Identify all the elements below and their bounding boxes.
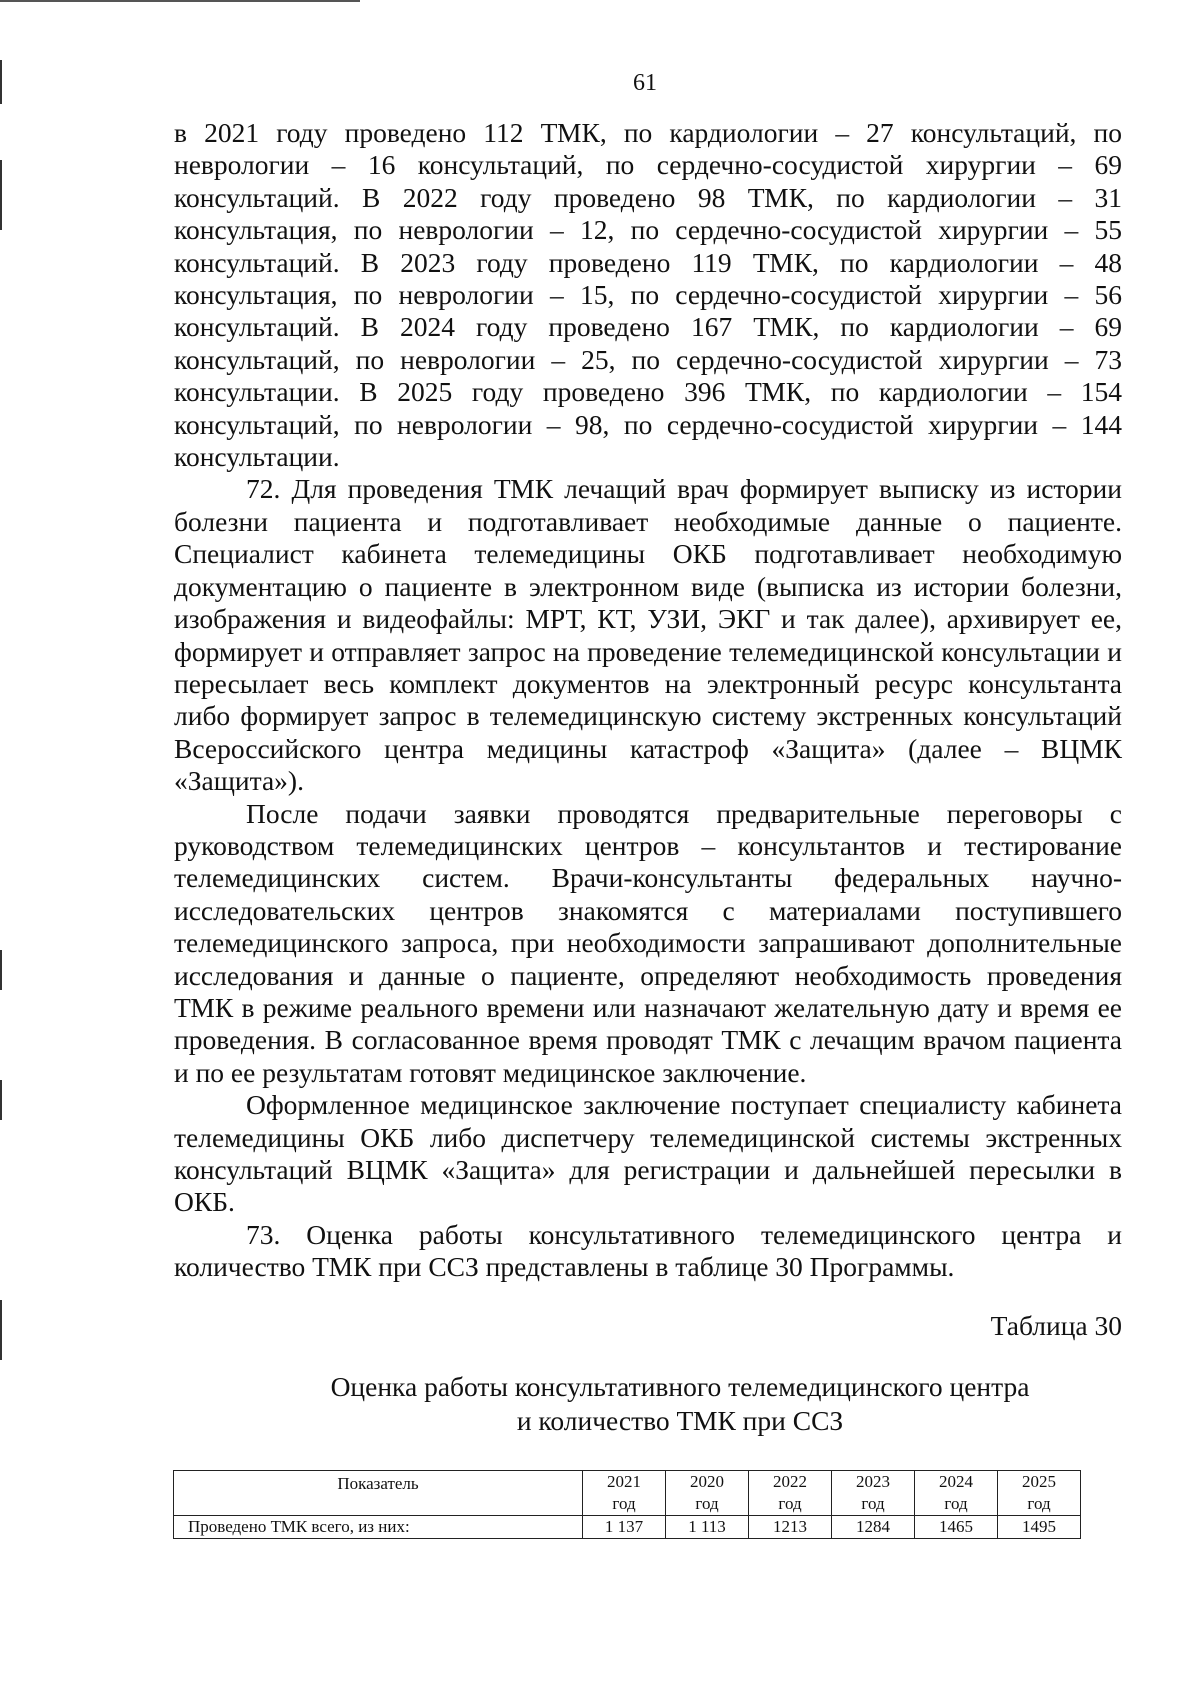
cell-value: 1495: [998, 1516, 1081, 1539]
scan-artifact: [0, 1080, 2, 1120]
header-year: 2022 год: [749, 1471, 832, 1516]
scan-artifact: [0, 160, 2, 230]
header-year: 2023 год: [832, 1471, 915, 1516]
header-year: 2020 год: [666, 1471, 749, 1516]
cell-value: 1 137: [583, 1516, 666, 1539]
table-row: [174, 1516, 1081, 1539]
cell-value: 1 113: [666, 1516, 749, 1539]
header-indicator: Показатель: [174, 1471, 583, 1516]
paragraph-73: 73. Оценка работы консультативного телемедицинского центра и количество ТМК при ССЗ представлены в таблице 30 Программы.: [174, 1218, 1122, 1283]
paragraph-conclusion: Оформленное медицинское заключение поступает специалисту кабинета телемедицины ОКБ либо диспетчеру телемедицинской системы экстренных консультаций ВЦМК «Защита» для регистрации и дальнейшей пересылки в ОКБ.: [174, 1089, 1122, 1218]
row-label: Проведено ТМК всего, из них:: [174, 1516, 583, 1539]
paragraph-72: 72. Для проведения ТМК лечащий врач формирует выписку из истории болезни пациента и подготавливает необходимые данные о пациенте. Специалист кабинета телемедицины ОКБ подготавливает необходимую документацию о пациенте в электронном виде (выписка из истории болезни, изображения и видеофайлы: МРТ, КТ, УЗИ, ЭКГ и так далее), архивирует ее, формирует и отправляет запрос на проведение телемедицинской консультации и пересылает весь комплект документов на электронный ресурс консультанта либо формирует запрос в телемедицинскую систему экстренных консультаций Всероссийского центра медицины катастроф «Защита» (далее – ВЦМК «Защита»).: [174, 473, 1122, 797]
table-caption: Таблица 30: [990, 1310, 1122, 1341]
scan-artifact: [0, 60, 2, 104]
paragraph-stats: в 2021 году проведено 112 ТМК, по кардиологии – 27 консультаций, по неврологии – 16 консультаций, по сердечно-сосудистой хирургии – 69 консультаций. В 2022 году проведено 98 ТМК, по кардиологии – 31 консультация, по неврологии – 12, по сердечно-сосудистой хирургии – 55 консультаций. В 2023 году проведено 119 ТМК, по кардиологии – 48 консультация, по неврологии – 15, по сердечно-сосудистой хирургии – 56 консультаций. В 2024 году проведено 167 ТМК, по кардиологии – 69 консультаций, по неврологии – 25, по сердечно-сосудистой хирургии – 73 консультации. В 2025 году проведено 396 ТМК, по кардиологии – 154 консультаций, по неврологии – 98, по сердечно-сосудистой хирургии – 144 консультации.: [174, 117, 1122, 473]
page-number: 61: [633, 70, 657, 96]
body-text: [174, 117, 1122, 1284]
header-year: 2021 год: [583, 1471, 666, 1516]
top-rule: [0, 0, 360, 2]
scan-artifact: [0, 950, 2, 990]
cell-value: 1213: [749, 1516, 832, 1539]
paragraph-after-request: После подачи заявки проводятся предварительные переговоры с руководством телемедицинских центров – консультантов и тестирование телемедицинских систем. Врачи-консультанты федеральных научно-исследовательских центров знакомятся с материалами поступившего телемедицинского запроса, при необходимости запрашивают дополнительные исследования и данные о пациенте, определяют необходимость проведения ТМК в режиме реального времени или назначают желательную дату и время ее проведения. В согласованное время проводят ТМК с лечащим врачом пациента и по ее результатам готовят медицинское заключение.: [174, 797, 1122, 1088]
header-year: 2025 год: [998, 1471, 1081, 1516]
cell-value: 1465: [915, 1516, 998, 1539]
table-header-row: [174, 1471, 1081, 1516]
table-title-line-2: и количество ТМК при ССЗ: [516, 1405, 844, 1436]
scan-artifact: [0, 1300, 2, 1360]
table-title: [290, 1370, 1070, 1438]
data-table: [173, 1470, 1081, 1539]
table-title-line-1: Оценка работы консультативного телемедицинского центра: [330, 1371, 1030, 1402]
header-year: 2024 год: [915, 1471, 998, 1516]
cell-value: 1284: [832, 1516, 915, 1539]
